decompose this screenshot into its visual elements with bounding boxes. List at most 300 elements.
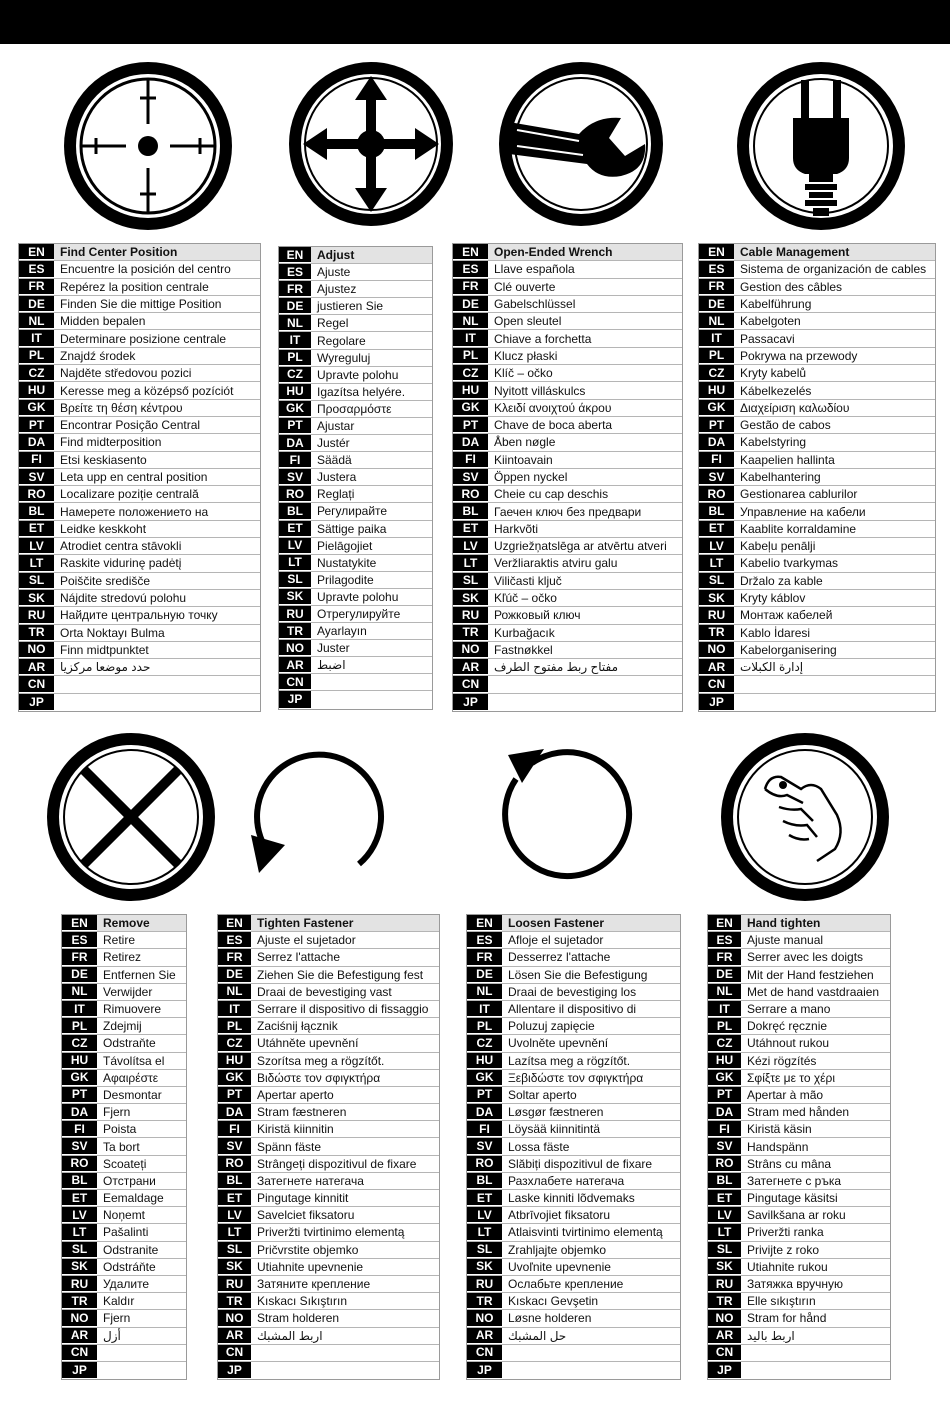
table-row — [467, 1224, 680, 1241]
translation-text: Priveržti tvirtinimo elementą — [257, 1225, 405, 1240]
table-row — [708, 915, 890, 932]
translation-text: Гаечен ключ без предвари — [494, 504, 642, 519]
translation-text: Harkvõti — [494, 521, 539, 536]
table-row — [467, 1276, 680, 1293]
translation-text: Apertar aperto — [257, 1087, 334, 1102]
translation-text: Localizare poziție centrală — [60, 487, 199, 502]
table-row — [467, 932, 680, 949]
language-code: AR — [62, 1328, 97, 1344]
translation-text: Afloje el sujetador — [508, 933, 604, 948]
language-code: BL — [62, 1173, 97, 1189]
language-code: SV — [467, 1138, 502, 1154]
translation-text: Draai de bevestiging vast — [257, 984, 392, 999]
language-code: ET — [19, 521, 54, 537]
translation-text: Draai de bevestiging los — [508, 984, 637, 999]
language-code: HU — [19, 382, 54, 398]
translation-text — [311, 674, 432, 690]
table-row — [453, 469, 682, 486]
table-row — [218, 1345, 439, 1362]
translation-table-tighten-clockwise — [217, 914, 440, 1380]
table-title: Cable Management — [734, 244, 935, 260]
language-code: DA — [62, 1104, 97, 1120]
translation-text: Κλειδί ανοιχτού άκρου — [494, 400, 612, 415]
translation-text: Fjern — [103, 1105, 131, 1120]
translation-text: Serrare il dispositivo di fissaggio — [257, 1002, 429, 1017]
translation-text: Ξεβιδώστε τον σφιγκτήρα — [508, 1070, 644, 1085]
language-code: ES — [19, 261, 54, 277]
language-code: CZ — [19, 365, 54, 381]
translation-text — [251, 1362, 439, 1379]
translation-text: Ajuste manual — [747, 933, 824, 948]
language-code: NO — [19, 642, 54, 658]
table-row — [279, 503, 432, 520]
language-code: SK — [467, 1259, 502, 1275]
language-code: SV — [279, 469, 311, 485]
language-code: GK — [708, 1070, 741, 1086]
translation-text: Nyitott villáskulcs — [494, 383, 586, 398]
translation-text: Ayarlayın — [317, 624, 367, 639]
table-row — [467, 967, 680, 984]
language-code: AR — [218, 1328, 251, 1344]
translation-text: Met de hand vastdraaien — [747, 984, 880, 999]
table-row — [218, 1138, 439, 1155]
language-code: LT — [279, 555, 311, 571]
translation-text: Find midterposition — [60, 435, 162, 450]
table-row — [467, 984, 680, 1001]
language-code: GK — [279, 401, 311, 417]
table-row — [467, 1087, 680, 1104]
translation-text: Kábelkezelés — [740, 383, 812, 398]
language-code: DE — [453, 296, 488, 312]
language-code: CN — [467, 1345, 502, 1361]
language-code: FI — [467, 1121, 502, 1137]
table-row — [453, 382, 682, 399]
language-code: PT — [453, 417, 488, 433]
table-row — [62, 1001, 186, 1018]
language-code: TR — [453, 625, 488, 641]
language-code: HU — [467, 1053, 502, 1069]
table-row — [279, 691, 432, 708]
translation-text: Регулирайте — [317, 504, 388, 519]
table-row — [467, 1345, 680, 1362]
translation-text: Uvoľnite upevnenie — [508, 1259, 611, 1274]
table-row — [699, 434, 935, 451]
table-row — [62, 949, 186, 966]
language-code: IT — [708, 1001, 741, 1017]
table-row — [708, 1207, 890, 1224]
language-code: BL — [708, 1173, 741, 1189]
table-row — [218, 1276, 439, 1293]
language-code: GK — [467, 1070, 502, 1086]
table-title: Tighten Fastener — [251, 915, 439, 931]
table-row — [218, 915, 439, 932]
language-code: ES — [708, 932, 741, 948]
translation-text: Kiristä käsin — [747, 1122, 812, 1137]
translation-text: Ajustar — [317, 418, 355, 433]
table-row — [453, 607, 682, 624]
table-row — [279, 367, 432, 384]
translation-text — [54, 676, 260, 692]
table-row — [699, 555, 935, 572]
translation-text: Najděte středovou pozici — [60, 366, 192, 381]
translation-text: Управление на кабели — [740, 504, 866, 519]
table-row — [453, 261, 682, 278]
language-code: FI — [62, 1121, 97, 1137]
language-code: LV — [453, 538, 488, 554]
table-row — [279, 674, 432, 691]
language-code: JP — [279, 691, 311, 708]
table-row — [218, 1087, 439, 1104]
table-row — [19, 694, 260, 711]
language-code: NL — [453, 313, 488, 329]
translation-text: Serrer avec les doigts — [747, 950, 864, 965]
table-row — [62, 1087, 186, 1104]
language-code: IT — [467, 1001, 502, 1017]
translation-text: اربط المشبك — [257, 1328, 323, 1343]
table-row — [62, 1293, 186, 1310]
translation-text: Eemaldage — [103, 1191, 164, 1206]
language-code: EN — [218, 915, 251, 931]
table-row — [708, 1035, 890, 1052]
table-row — [453, 538, 682, 555]
translation-text: Wyreguluj — [317, 350, 371, 365]
table-row — [453, 503, 682, 520]
table-title: Loosen Fastener — [502, 915, 680, 931]
table-row — [279, 298, 432, 315]
language-code: DE — [708, 967, 741, 983]
translation-text — [734, 676, 935, 692]
translation-text: Utáhnout rukou — [747, 1036, 830, 1051]
translation-text: Kurbağacık — [494, 625, 555, 640]
language-code: RO — [218, 1156, 251, 1172]
table-row — [279, 623, 432, 640]
language-code: DE — [218, 967, 251, 983]
language-code: GK — [453, 400, 488, 416]
translation-text: Allentare il dispositivo di — [508, 1002, 637, 1017]
table-row — [218, 1207, 439, 1224]
table-row — [279, 350, 432, 367]
translation-text — [741, 1345, 890, 1361]
language-code: LT — [19, 555, 54, 571]
table-row — [19, 642, 260, 659]
table-row — [453, 348, 682, 365]
table-row — [62, 1138, 186, 1155]
language-code: IT — [279, 332, 311, 348]
translation-text: Chave de boca aberta — [494, 418, 613, 433]
translation-text: Passacavi — [740, 331, 795, 346]
language-code: EN — [62, 915, 97, 931]
translation-text: Kabeļu penālji — [740, 539, 816, 554]
language-code: BL — [699, 503, 734, 519]
translation-text: Затегнете с ръка — [747, 1173, 842, 1188]
table-row — [708, 1018, 890, 1035]
table-row — [453, 330, 682, 347]
table-row — [62, 1156, 186, 1173]
table-row — [62, 1328, 186, 1345]
language-code: NL — [19, 313, 54, 329]
language-code: SK — [699, 590, 734, 606]
translation-text: Pingutage kinnitit — [257, 1191, 349, 1206]
table-row — [708, 1259, 890, 1276]
language-code: IT — [699, 330, 734, 346]
table-row — [218, 1224, 439, 1241]
table-row — [19, 244, 260, 261]
translation-text: مفتاح ربط مفتوح الطرف — [494, 660, 619, 675]
translation-text: Poiščite središče — [60, 573, 151, 588]
language-code: FI — [279, 452, 311, 468]
language-code: FR — [62, 949, 97, 965]
language-code: DE — [19, 296, 54, 312]
translation-text: Kryty kabelů — [740, 366, 807, 381]
table-row — [218, 1070, 439, 1087]
language-code: SL — [708, 1242, 741, 1258]
table-row — [62, 1207, 186, 1224]
language-code: BL — [453, 503, 488, 519]
translation-text: Gestionarea cablurilor — [740, 487, 858, 502]
language-code: PL — [279, 350, 311, 366]
translation-text: Zaciśnij łącznik — [257, 1019, 338, 1034]
table-row — [453, 694, 682, 711]
table-row — [699, 313, 935, 330]
table-row — [62, 1310, 186, 1327]
translation-text: Διαχείριση καλωδίου — [740, 400, 850, 415]
language-code: NO — [62, 1310, 97, 1326]
translation-text: Βρείτε τη θέση κέντρου — [60, 400, 183, 415]
language-code: FR — [708, 949, 741, 965]
translation-table-plug — [698, 243, 936, 712]
translation-text: Poluzuj zapięcie — [508, 1019, 595, 1034]
language-code: CN — [62, 1345, 97, 1361]
table-row — [19, 521, 260, 538]
table-row — [62, 967, 186, 984]
translation-text: Gabelschlüssel — [494, 297, 576, 312]
table-row — [62, 1362, 186, 1379]
adjust-arrows-icon — [285, 58, 457, 230]
table-row — [62, 1121, 186, 1138]
language-code: PL — [708, 1018, 741, 1034]
translation-text: Verwijder — [103, 984, 153, 999]
translation-text: Uvolněte upevnění — [508, 1036, 609, 1051]
translation-text: Privijte z roko — [747, 1242, 820, 1257]
language-code: RU — [699, 607, 734, 623]
table-row — [279, 281, 432, 298]
table-row — [218, 1190, 439, 1207]
language-code: GK — [218, 1070, 251, 1086]
table-row — [62, 1190, 186, 1207]
table-row — [279, 452, 432, 469]
table-row — [218, 1242, 439, 1259]
table-row — [19, 365, 260, 382]
table-row — [708, 1156, 890, 1173]
table-row — [19, 676, 260, 693]
language-code: PT — [279, 418, 311, 434]
table-row — [699, 625, 935, 642]
translation-text: إدارة الكبلات — [740, 660, 804, 675]
translation-text: Repérez la position centrale — [60, 279, 209, 294]
language-code: SL — [453, 573, 488, 589]
language-code: LT — [699, 555, 734, 571]
language-code: NO — [699, 642, 734, 658]
language-code: SK — [218, 1259, 251, 1275]
translation-text — [741, 1362, 890, 1379]
translation-table-wrench — [452, 243, 683, 712]
table-row — [279, 469, 432, 486]
language-code: DA — [453, 434, 488, 450]
table-row — [19, 659, 260, 676]
table-row — [19, 296, 260, 313]
language-code: SK — [279, 589, 311, 605]
table-row — [218, 1310, 439, 1327]
language-code: TR — [218, 1293, 251, 1309]
translation-text — [54, 694, 260, 711]
table-row — [19, 503, 260, 520]
translation-text: Regolare — [317, 333, 366, 348]
language-code: PL — [467, 1018, 502, 1034]
table-row — [218, 1259, 439, 1276]
translation-text: Veržliaraktis atviru galu — [494, 556, 618, 571]
table-row — [19, 261, 260, 278]
table-row — [19, 434, 260, 451]
language-code: NL — [279, 315, 311, 331]
table-row — [699, 417, 935, 434]
table-row — [218, 967, 439, 984]
language-code: JP — [699, 694, 734, 711]
language-code: TR — [699, 625, 734, 641]
table-row — [699, 279, 935, 296]
translation-text: Pielāgojiet — [317, 538, 373, 553]
translation-text: Ta bort — [103, 1139, 140, 1154]
translation-text: Затяните крепление — [257, 1277, 371, 1292]
language-code: PL — [699, 348, 734, 364]
table-row — [218, 1121, 439, 1138]
language-code: NL — [699, 313, 734, 329]
translation-text: justieren Sie — [317, 299, 384, 314]
translation-text: Finn midtpunktet — [60, 642, 149, 657]
translation-text: Klíč – očko — [494, 366, 553, 381]
translation-text — [251, 1345, 439, 1361]
language-code: PT — [62, 1087, 97, 1103]
translation-text: Säädä — [317, 453, 352, 468]
translation-text: Αφαιρέστε — [103, 1070, 159, 1085]
translation-text: Nustatykite — [317, 555, 377, 570]
table-row — [467, 1053, 680, 1070]
language-code: EN — [19, 244, 54, 260]
translation-text: Σφίξτε με το χέρι — [747, 1070, 835, 1085]
translation-text: Laske kinniti lõdvemaks — [508, 1191, 635, 1206]
translation-text: Soltar aperto — [508, 1087, 577, 1102]
table-row — [19, 279, 260, 296]
table-row — [19, 486, 260, 503]
translation-text: Utiahnite upevnenie — [257, 1259, 364, 1274]
translation-text: Desserrez l'attache — [508, 950, 611, 965]
table-title: Find Center Position — [54, 244, 260, 260]
language-code: SV — [699, 469, 734, 485]
language-code: GK — [699, 400, 734, 416]
language-code: ET — [699, 521, 734, 537]
language-code: LT — [62, 1224, 97, 1240]
translation-text: Justera — [317, 470, 357, 485]
table-row — [467, 1138, 680, 1155]
translation-text: Dokręć ręcznie — [747, 1019, 828, 1034]
table-row — [279, 315, 432, 332]
table-row — [62, 1070, 186, 1087]
translation-text: Pingutage käsitsi — [747, 1191, 838, 1206]
table-row — [279, 538, 432, 555]
table-title: Remove — [97, 915, 186, 931]
language-code: RU — [467, 1276, 502, 1292]
language-code: BL — [467, 1173, 502, 1189]
table-row — [708, 1362, 890, 1379]
table-row — [279, 589, 432, 606]
table-row — [218, 984, 439, 1001]
translation-text: Atrodiet centra stāvokli — [60, 539, 182, 554]
table-row — [62, 1259, 186, 1276]
translation-text: Poista — [103, 1122, 137, 1137]
translation-text: Clé ouverte — [494, 279, 556, 294]
language-code: AR — [19, 659, 54, 675]
translation-text: Keresse meg a középső pozíciót — [60, 383, 234, 398]
table-row — [708, 1328, 890, 1345]
language-code: RO — [279, 486, 311, 502]
translation-text: Fastnøkkel — [494, 642, 553, 657]
table-row — [453, 417, 682, 434]
language-code: IT — [218, 1001, 251, 1017]
table-row — [279, 521, 432, 538]
language-code: ES — [467, 932, 502, 948]
language-code: JP — [467, 1362, 502, 1379]
translation-text: Pričvrstite objemko — [257, 1242, 359, 1257]
table-row — [279, 435, 432, 452]
table-row — [708, 1293, 890, 1310]
table-row — [62, 1035, 186, 1052]
loosen-counterclockwise-icon — [492, 745, 638, 891]
plug-icon — [733, 58, 909, 234]
table-row — [467, 1190, 680, 1207]
language-code: DA — [279, 435, 311, 451]
table-row — [699, 382, 935, 399]
language-code: LV — [699, 538, 734, 554]
language-code: LT — [467, 1224, 502, 1240]
translation-text: Ajustez — [317, 282, 357, 297]
translation-text: Zdejmij — [103, 1019, 142, 1034]
translation-text: حدد موضعا مركزيا — [60, 660, 151, 675]
table-row — [699, 573, 935, 590]
language-code: CN — [19, 676, 54, 692]
translation-text: Stram med hånden — [747, 1105, 850, 1120]
language-code: SL — [699, 573, 734, 589]
table-row — [218, 1173, 439, 1190]
language-code: FI — [708, 1121, 741, 1137]
translation-text: Strâns cu mâna — [747, 1156, 832, 1171]
language-code: PL — [218, 1018, 251, 1034]
translation-text — [488, 694, 682, 711]
table-row — [467, 1104, 680, 1121]
translation-text: Apertar à mão — [747, 1087, 824, 1102]
translation-text: Βιδώστε τον σφιγκτήρα — [257, 1070, 381, 1085]
language-code: EN — [453, 244, 488, 260]
table-row — [279, 418, 432, 435]
translation-text: Atlaisvinti tvirtinimo elementą — [508, 1225, 663, 1240]
table-row — [62, 1173, 186, 1190]
language-code: ET — [218, 1190, 251, 1206]
table-row — [218, 1362, 439, 1379]
language-code: NO — [467, 1310, 502, 1326]
language-code: PL — [62, 1018, 97, 1034]
language-code: LT — [453, 555, 488, 571]
language-code: EN — [279, 247, 311, 263]
table-row — [453, 296, 682, 313]
table-row — [19, 607, 260, 624]
